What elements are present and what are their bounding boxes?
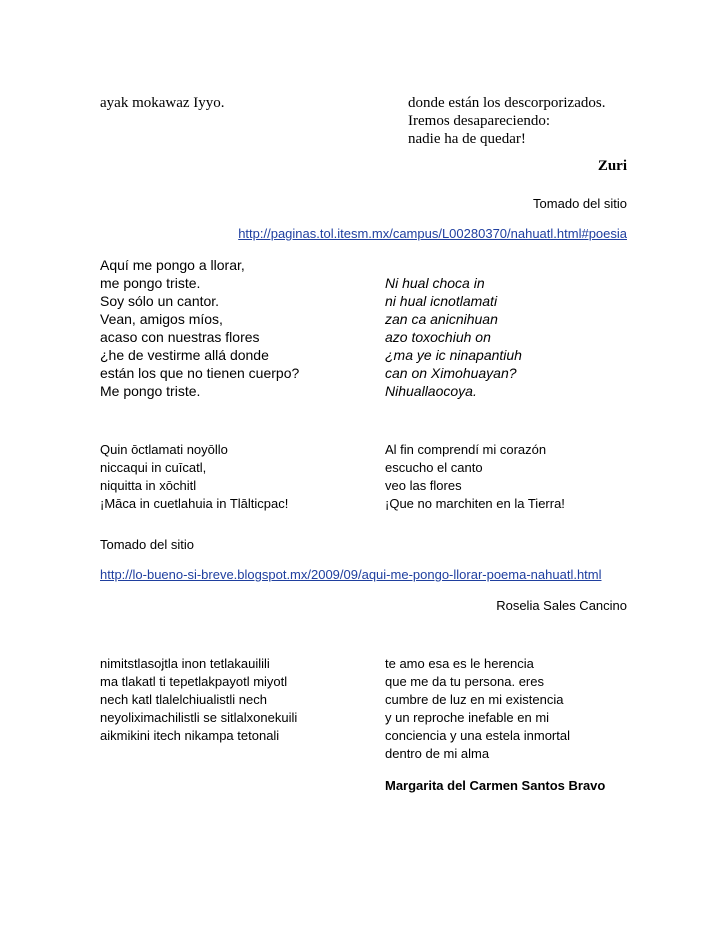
poem4-nahuatl (100, 655, 297, 745)
poem3-source-label: Tomado del sitio (100, 537, 194, 552)
verse-line: nimitstlasojtla inon tetlakauilili (100, 656, 270, 671)
verse-line: Nihuallaocoya. (385, 383, 477, 399)
poem3-source-link-container (100, 566, 602, 584)
verse-line: que me da tu persona. eres (385, 674, 544, 689)
verse-line: acaso con nuestras flores (100, 329, 260, 345)
verse-line: Vean, amigos míos, (100, 311, 223, 327)
verse-line: te amo esa es le herencia (385, 656, 534, 671)
poem2-nahuatl (385, 274, 522, 400)
verse-line: dentro de mi alma (385, 746, 490, 761)
source-link-container (200, 225, 627, 243)
verse-line: ¿ma ye ic ninapantiuh (385, 347, 522, 363)
verse-line: Soy sólo un cantor. (100, 293, 220, 309)
verse-line: están los que no tienen cuerpo? (100, 365, 300, 381)
verse-line: ¡Que no marchiten en la Tierra! (385, 496, 565, 511)
poem4-spanish (385, 655, 570, 763)
verse-line: niccaqui in cuīcatl, (100, 460, 207, 475)
verse-line: neyoliximachilistli se sitlalxonekuili (100, 710, 298, 725)
verse-line: nech katl tlalelchiualistli nech (100, 692, 267, 707)
verse-line: donde están los descorporizados. (408, 95, 606, 111)
verse-line: conciencia y una estela inmortal (385, 728, 570, 743)
verse-line: cumbre de luz en mi existencia (385, 692, 564, 707)
verse-line: veo las flores (385, 478, 462, 493)
verse-line: escucho el canto (385, 460, 483, 475)
source-label: Tomado del sitio (533, 196, 627, 211)
verse-line: nadie ha de quedar! (408, 131, 526, 147)
verse-line: aikmikini itech nikampa tetonali (100, 728, 280, 743)
verse-line: ma tlakatl ti tepetlakpayotl miyotl (100, 674, 288, 689)
verse-line: Aquí me pongo a llorar, (100, 257, 245, 273)
verse-line: can on Ximohuayan? (385, 365, 517, 381)
poem3-source-link[interactable]: http://lo-bueno-si-breve.blogspot.mx/2009/09/aqui-me-pongo-llorar-poema-nahuatl.html (100, 567, 602, 582)
top-left-line: ayak mokawaz Iyyo. (100, 95, 225, 111)
author-margarita: Margarita del Carmen Santos Bravo (385, 778, 606, 793)
verse-line: azo toxochiuh on (385, 329, 491, 345)
verse-line: niquitta in xōchitl (100, 478, 197, 493)
verse-line: ¿he de vestirme allá donde (100, 347, 269, 363)
verse-line: Quin ōctlamati noyōllo (100, 442, 228, 457)
verse-line: ¡Māca in cuetlahuia in Tlālticpac! (100, 496, 289, 511)
verse-line: ni hual icnotlamati (385, 293, 498, 309)
poem2-spanish (100, 256, 299, 400)
poem3-spanish (385, 441, 565, 513)
verse-line: zan ca anicnihuan (385, 311, 498, 327)
author-roselia: Roselia Sales Cancino (496, 598, 627, 613)
author-zuri: Zuri (597, 158, 627, 174)
verse-line: Me pongo triste. (100, 383, 201, 399)
verse-line: me pongo triste. (100, 275, 201, 291)
verse-line: Al fin comprendí mi corazón (385, 442, 547, 457)
top-right-stanza (408, 94, 605, 148)
verse-line: Iremos desapareciendo: (408, 113, 551, 129)
source-link[interactable]: http://paginas.tol.itesm.mx/campus/L00280370/nahuatl.html#poesia (238, 226, 627, 241)
poem3-nahuatl (100, 441, 288, 513)
verse-line: y un reproche inefable en mi (385, 710, 550, 725)
verse-line: Ni hual choca in (385, 275, 485, 291)
